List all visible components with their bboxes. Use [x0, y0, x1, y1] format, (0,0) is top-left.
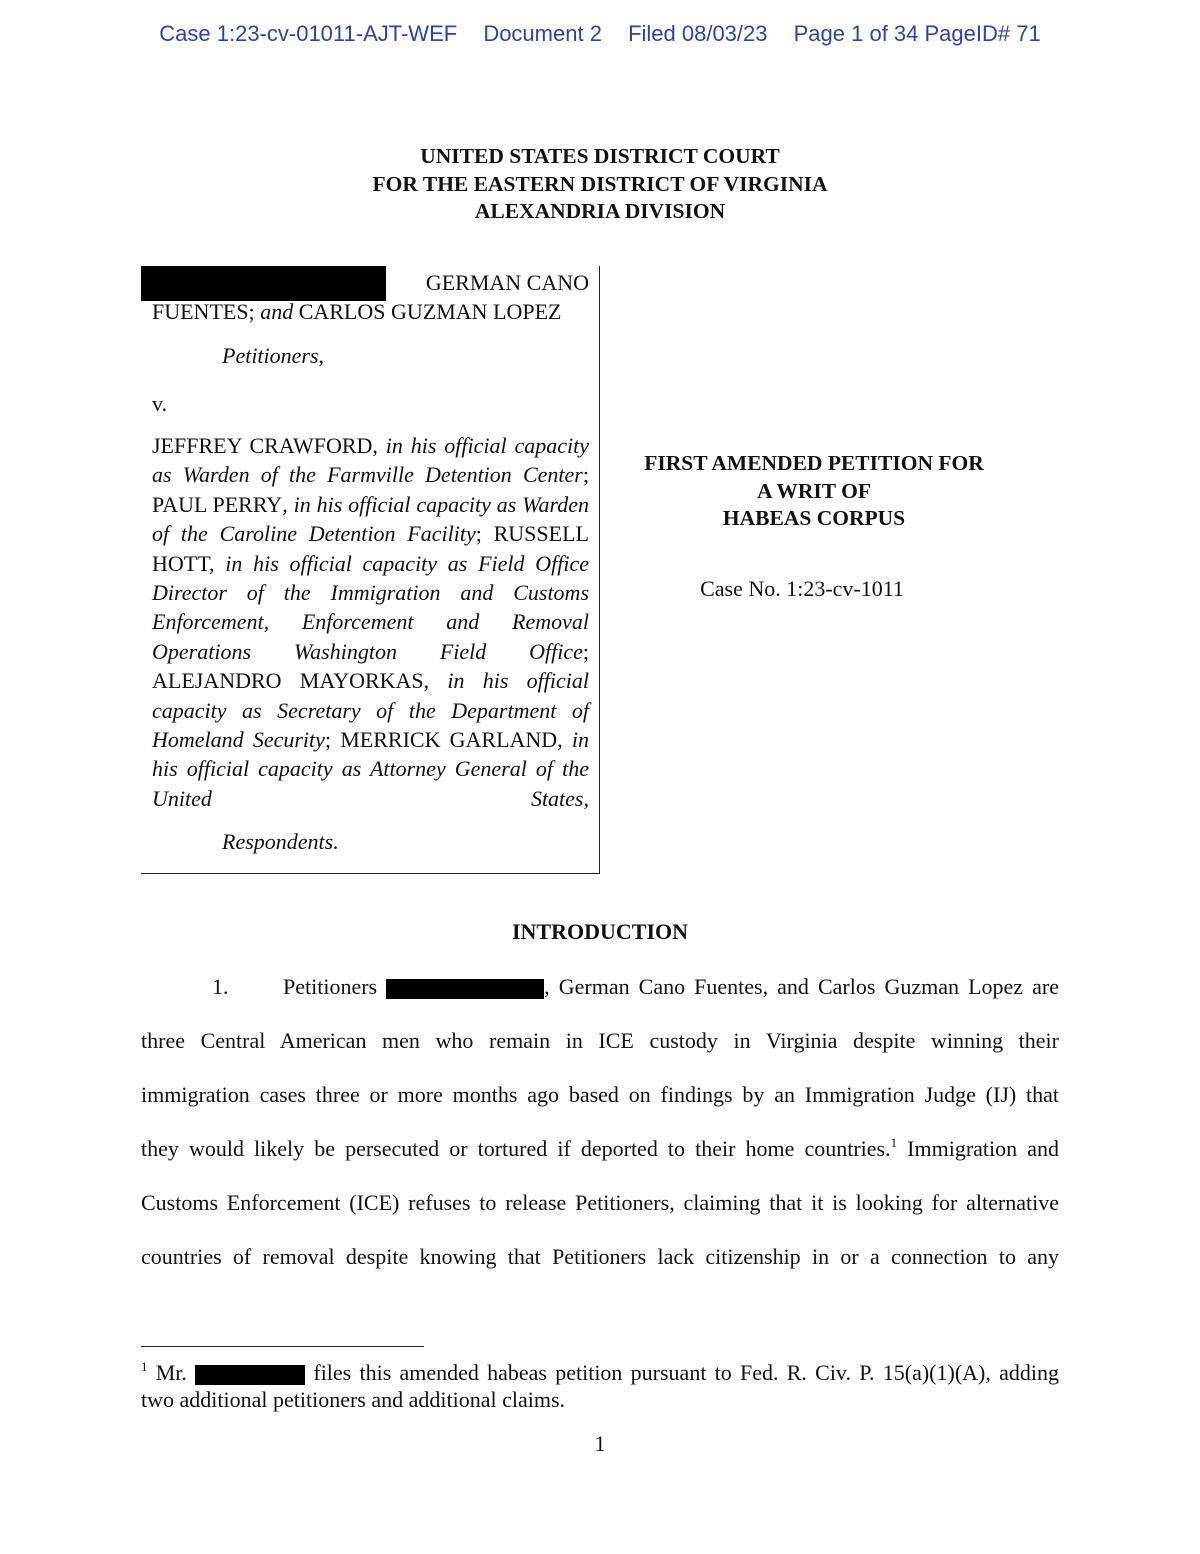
header-document-number: Document 2 [483, 21, 602, 46]
respondent-name: RUSSELL HOTT, [152, 521, 589, 576]
header-filed-date: Filed 08/03/23 [628, 21, 768, 46]
court-line-1: UNITED STATES DISTRICT COURT [420, 144, 780, 168]
respondent-name: PAUL PERRY [152, 491, 283, 517]
paragraph-line: immigration cases three or more months ago based on findings by an Immigration Judge (IJ) that [141, 1082, 1059, 1107]
respondent-capacity: in his official capacity as Field Office Director of the Immigration and Customs Enforcement, Enforcement and Removal Operations Washington Field Office [152, 550, 589, 664]
footnote-line-2: two additional petitioners and additional claims. [141, 1387, 566, 1412]
case-number: Case No. 1:23-cv-1011 [700, 576, 904, 601]
respondent-separator: ; [582, 462, 589, 488]
respondent-capacity: in his official capacity as Warden of the Farmville Detention Center [152, 433, 589, 488]
petitioner-line-2 [152, 297, 589, 326]
text-span: , German Cano Fuentes, and Carlos Guzman Lopez are [544, 974, 1059, 999]
redaction-bar [195, 1365, 305, 1385]
paragraph-line [141, 1136, 1059, 1162]
petitioner-name-part: FUENTES; [152, 299, 261, 324]
paragraph-number: 1. [212, 974, 229, 999]
respondent-name: MERRICK GARLAND, [340, 727, 572, 753]
paragraph-line: Customs Enforcement (ICE) refuses to release Petitioners, claiming that it is looking for alternative [141, 1190, 1059, 1215]
footnote-line-1 [141, 1359, 1059, 1386]
court-line-2: FOR THE EASTERN DISTRICT OF VIRGINIA [372, 171, 828, 196]
respondent-separator: ; [475, 521, 494, 547]
paragraph-line: countries of removal despite knowing that Petitioners lack citizenship in or a connection to any [141, 1244, 1059, 1269]
redaction-bar [386, 979, 544, 999]
respondent-separator: ; [324, 727, 341, 753]
footnote-number: 1 [141, 1359, 148, 1374]
title-line-1: FIRST AMENDED PETITION FOR [644, 451, 984, 475]
text-span: they would likely be persecuted or tortured if deported to their home countries. [141, 1136, 891, 1161]
text-span: Petitioners [283, 974, 387, 999]
respondents-list [152, 431, 589, 813]
ecf-header [0, 21, 1200, 47]
respondent-name: JEFFREY CRAWFORD, [152, 433, 386, 458]
respondent-name: ALEJANDRO MAYORKAS, [152, 668, 448, 694]
text-span: Immigration and [897, 1136, 1059, 1161]
page-number: 1 [594, 1431, 606, 1456]
respondent-capacity: in his official capacity as Secretary of the Department of Homeland Security [152, 668, 589, 753]
text-span: files this amended habeas petition pursuant to Fed. R. Civ. P. 15(a)(1)(A), adding [305, 1360, 1059, 1385]
paragraph-line: three Central American men who remain in ICE custody in Virginia despite winning their [141, 1028, 1059, 1053]
title-line-2: A WRIT OF [757, 478, 871, 503]
title-line-3: HABEAS CORPUS [722, 506, 906, 530]
footnote-divider [141, 1346, 424, 1347]
redaction-bar [141, 266, 386, 301]
footnote-ref: 1 [890, 1135, 898, 1150]
text-span: Mr. [147, 1360, 196, 1385]
petitioner-conjunction: and [260, 299, 294, 324]
section-heading: INTRODUCTION [511, 919, 689, 944]
respondent-separator: , [583, 785, 589, 811]
header-page-info: Page 1 of 34 PageID# 71 [793, 21, 1041, 46]
petitioner-line-1: GERMAN CANO [425, 270, 589, 295]
versus-label: v. [152, 391, 168, 416]
court-heading [0, 143, 1200, 226]
footnote [141, 1359, 1059, 1413]
header-case-number: Case 1:23-cv-01011-AJT-WEF [159, 21, 458, 46]
paragraph-first-line [283, 974, 1059, 1000]
document-title [600, 450, 1028, 533]
court-line-3: ALEXANDRIA DIVISION [474, 199, 726, 223]
respondents-label: Respondents. [222, 829, 339, 854]
respondent-capacity: in his official capacity as Attorney General of the United States [152, 727, 589, 811]
petitioner-name-part: CARLOS GUZMAN LOPEZ [293, 299, 562, 324]
petitioners-label: Petitioners, [222, 343, 325, 368]
respondent-capacity: , in his official capacity as Warden of the Caroline Detention Facility [152, 491, 590, 547]
respondent-separator: ; [582, 638, 589, 664]
